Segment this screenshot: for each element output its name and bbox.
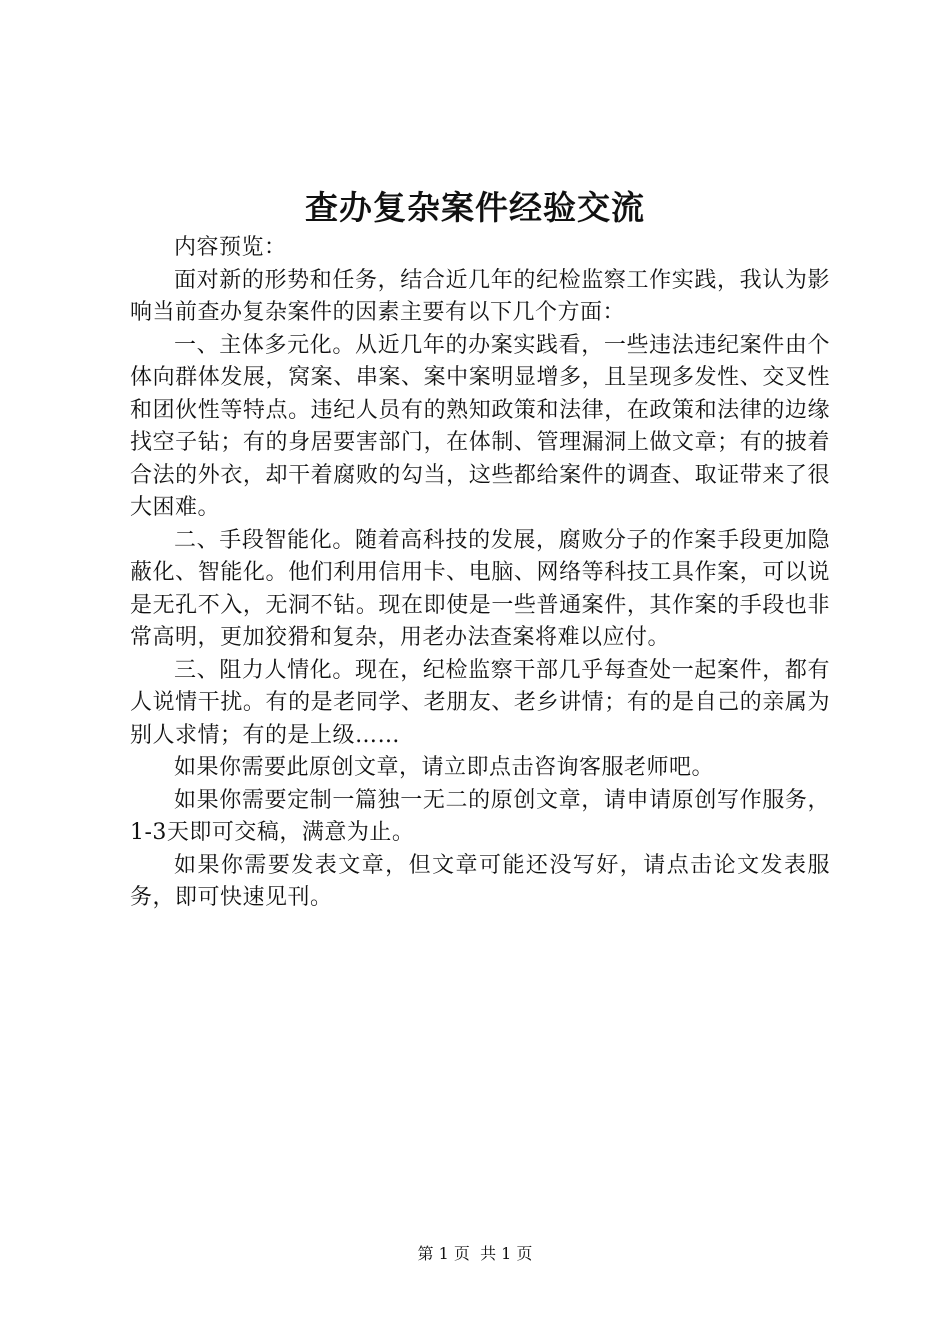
paragraph-publishing-notice: 如果你需要发表文章，但文章可能还没写好，请点击论文发表服务，即可快速见刊。 xyxy=(130,852,830,910)
paragraph-preview-label: 内容预览： xyxy=(174,235,287,260)
document-body xyxy=(130,232,830,915)
paragraph-intro: 面对新的形势和任务，结合近几年的纪检监察工作实践，我认为影响当前查办复杂案件的因素主要有以下几个方面： xyxy=(130,267,830,325)
document-title: 查办复杂案件经验交流 xyxy=(305,188,645,227)
page-number-footer: 第 1 页 共 1 页 xyxy=(417,1244,533,1263)
paragraph-point-3: 三、阻力人情化。现在，纪检监察干部几乎每查处一起案件，都有人说情干扰。有的是老同学、老朋友、老乡讲情；有的是自己的亲属为别人求情；有的是上级…… xyxy=(130,657,830,748)
paragraph-custom-writing-notice: 如果你需要定制一篇独一无二的原创文章，请申请原创写作服务，1-3天即可交稿，满意为止。 xyxy=(130,787,830,845)
paragraph-point-1: 一、主体多元化。从近几年的办案实践看，一些违法违纪案件由个体向群体发展，窝案、串案、案中案明显增多，且呈现多发性、交叉性和团伙性等特点。违纪人员有的熟知政策和法律，在政策和法律的边缘找空子钻；有的身居要害部门，在体制、管理漏洞上做文章；有的披着合法的外衣，却干着腐败的勾当，这些都给案件的调查、取证带来了很大困难。 xyxy=(130,332,830,520)
paragraph-point-2: 二、手段智能化。随着高科技的发展，腐败分子的作案手段更加隐蔽化、智能化。他们利用信用卡、电脑、网络等科技工具作案，可以说是无孔不入，无洞不钻。现在即使是一些普通案件，其作案的手段也非常高明，更加狡猾和复杂，用老办法查案将难以应付。 xyxy=(130,527,830,650)
paragraph-consult-notice: 如果你需要此原创文章，请立即点击咨询客服老师吧。 xyxy=(174,755,715,780)
